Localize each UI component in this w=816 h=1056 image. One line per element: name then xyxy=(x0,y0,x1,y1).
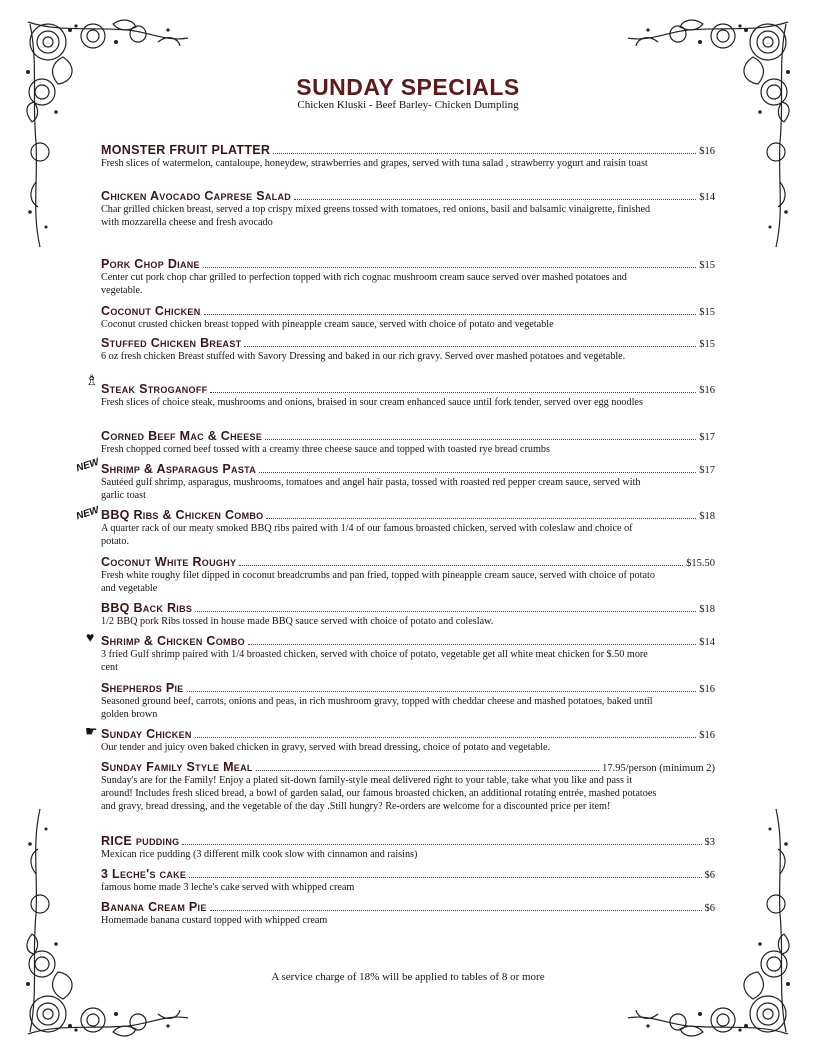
item-price: $14 xyxy=(699,637,715,648)
new-badge: NEW xyxy=(74,504,101,523)
item-name: Stuffed Chicken Breast xyxy=(101,336,242,350)
item-description: 6 oz fresh chicken Breast stuffed with Savory Dressing and baked in our rich gravy. Served over mashed potatoes and vegetable. xyxy=(101,351,626,362)
menu-item xyxy=(101,866,715,894)
item-price: $18 xyxy=(699,604,715,615)
item-name: Corned Beef Mac & Cheese xyxy=(101,429,263,443)
menu-item xyxy=(101,335,715,363)
new-badge: NEW xyxy=(74,456,101,475)
item-description: Coconut crusted chicken breast topped with pineapple cream sauce, served with choice of potato and vegetable xyxy=(101,319,554,330)
menu-item xyxy=(101,461,715,502)
item-price: $3 xyxy=(704,837,715,848)
menu-item xyxy=(101,303,715,331)
chef-icon: ♗ xyxy=(85,373,99,389)
item-description: Sunday's are for the Family! Enjoy a plated sit-down family-style meal delivered right to your table, take what you like and pass it around! Includes fresh sliced bread, a bowl of garden salad, our famous broasted chicken, an additional rotating entrée, mashed potatoes and gravy, bread dressing, and the vegetable of the day .Still hungry? Re-orders are welcome for a discounted price per item! xyxy=(101,775,657,812)
item-description: Our tender and juicy oven baked chicken in gravy, served with bread dressing, choice of potato and vegetable. xyxy=(101,742,551,753)
soups-subtitle: Chicken Kluski - Beef Barley- Chicken Dumpling xyxy=(297,99,519,111)
item-description: Fresh white roughy filet dipped in coconut breadcrumbs and pan fried, topped with pineapple cream sauce, served with choice of potato and vegetable xyxy=(101,570,655,594)
item-description: Fresh slices of choice steak, mushrooms and onions, braised in sour cream enhanced sauce until fork tender, served over egg noodles xyxy=(101,397,643,408)
item-name: BBQ Ribs & Chicken Combo xyxy=(101,508,264,522)
item-description: 3 fried Gulf shrimp paired with 1/4 broasted chicken, served with choice of potato, vegetable get all white meat chicken for $.50 more cent xyxy=(101,649,648,673)
menu-item xyxy=(101,381,715,409)
item-price: $16 xyxy=(699,684,715,695)
menu-item xyxy=(101,726,715,754)
menu-item xyxy=(101,833,715,861)
item-description: Homemade banana custard topped with whipped cream xyxy=(101,915,328,926)
heart-icon: ♥ xyxy=(86,631,95,646)
menu-item xyxy=(101,428,715,456)
item-price: $6 xyxy=(704,870,715,881)
item-price: $6 xyxy=(704,903,715,914)
menu-item xyxy=(101,142,715,170)
item-price: $16 xyxy=(699,146,715,157)
item-description: famous home made 3 leche's cake served with whipped cream xyxy=(101,882,355,893)
item-price: $15 xyxy=(699,307,715,318)
item-description: Mexican rice pudding (3 different milk cook slow with cinnamon and raisins) xyxy=(101,849,418,860)
item-price: $17 xyxy=(699,465,715,476)
pointing-hand-icon: ☛ xyxy=(85,725,98,740)
item-description: 1/2 BBQ pork Ribs tossed in house made BBQ sauce served with choice of potato and coleslaw. xyxy=(101,616,494,627)
menu-item xyxy=(101,633,715,674)
menu-item xyxy=(101,899,715,927)
item-description: Center cut pork chop char grilled to perfection topped with rich cognac mushroom cream sauce served over mashed potatoes and vegetable. xyxy=(101,272,627,296)
menu-item xyxy=(101,188,715,229)
item-price: $14 xyxy=(699,192,715,203)
item-description: Seasoned ground beef, carrots, onions and peas, in rich mushroom gravy, topped with cheddar cheese and mashed potatoes, baked until golden brown xyxy=(101,696,653,720)
menu-item xyxy=(101,680,715,721)
item-name: Sunday Family Style Meal xyxy=(101,760,253,774)
menu-item xyxy=(101,507,715,548)
item-price: 17.95/person (minimum 2) xyxy=(602,763,715,774)
item-name: Sunday Chicken xyxy=(101,727,192,741)
item-name: Banana Cream Pie xyxy=(101,900,207,914)
item-description: Fresh slices of watermelon, cantaloupe, honeydew, strawberries and grapes, served with tuna salad , strawberry yogurt and raisin toast xyxy=(101,158,648,169)
item-price: $17 xyxy=(699,432,715,443)
item-name: Shepherds Pie xyxy=(101,681,184,695)
item-name: Pork Chop Diane xyxy=(101,257,200,271)
item-description: Sautéed gulf shrimp, asparagus, mushrooms, tomatoes and angel hair pasta, tossed with roasted red pepper cream sauce, served with garlic toast xyxy=(101,477,641,501)
item-price: $16 xyxy=(699,730,715,741)
menu-item xyxy=(101,600,715,628)
item-description: Char grilled chicken breast, served a top crispy mixed greens tossed with tomatoes, red onions, basil and balsamic vinaigrette, finished with mozzarella cheese and fresh avocado xyxy=(101,204,651,228)
item-name: BBQ Back Ribs xyxy=(101,601,193,615)
item-price: $18 xyxy=(699,511,715,522)
service-charge-note: A service charge of 18% will be applied to tables of 8 or more xyxy=(271,971,545,983)
item-name: Steak Stroganoff xyxy=(101,382,208,396)
item-price: $16 xyxy=(699,385,715,396)
item-price: $15 xyxy=(699,260,715,271)
item-name: Coconut White Roughy xyxy=(101,555,237,569)
item-name: Coconut Chicken xyxy=(101,304,201,318)
item-name: RICE pudding xyxy=(101,834,180,848)
item-description: Fresh chopped corned beef tossed with a creamy three cheese sauce and topped with toasted rye bread crumbs xyxy=(101,444,550,455)
item-name: Shrimp & Asparagus Pasta xyxy=(101,462,257,476)
item-name: Shrimp & Chicken Combo xyxy=(101,634,245,648)
item-name: Chicken Avocado Caprese Salad xyxy=(101,189,292,203)
item-name: MONSTER FRUIT PLATTER xyxy=(101,143,271,157)
item-price: $15 xyxy=(699,339,715,350)
item-description: A quarter rack of our meaty smoked BBQ ribs paired with 1/4 of our famous broasted chicken, served with coleslaw and choice of potato. xyxy=(101,523,633,547)
page-title: SUNDAY SPECIALS xyxy=(296,74,520,100)
menu-item xyxy=(101,256,715,297)
menu-item xyxy=(101,554,715,595)
item-price: $15.50 xyxy=(686,558,715,569)
menu-item xyxy=(101,759,715,813)
item-name: 3 Leche's cake xyxy=(101,867,187,881)
